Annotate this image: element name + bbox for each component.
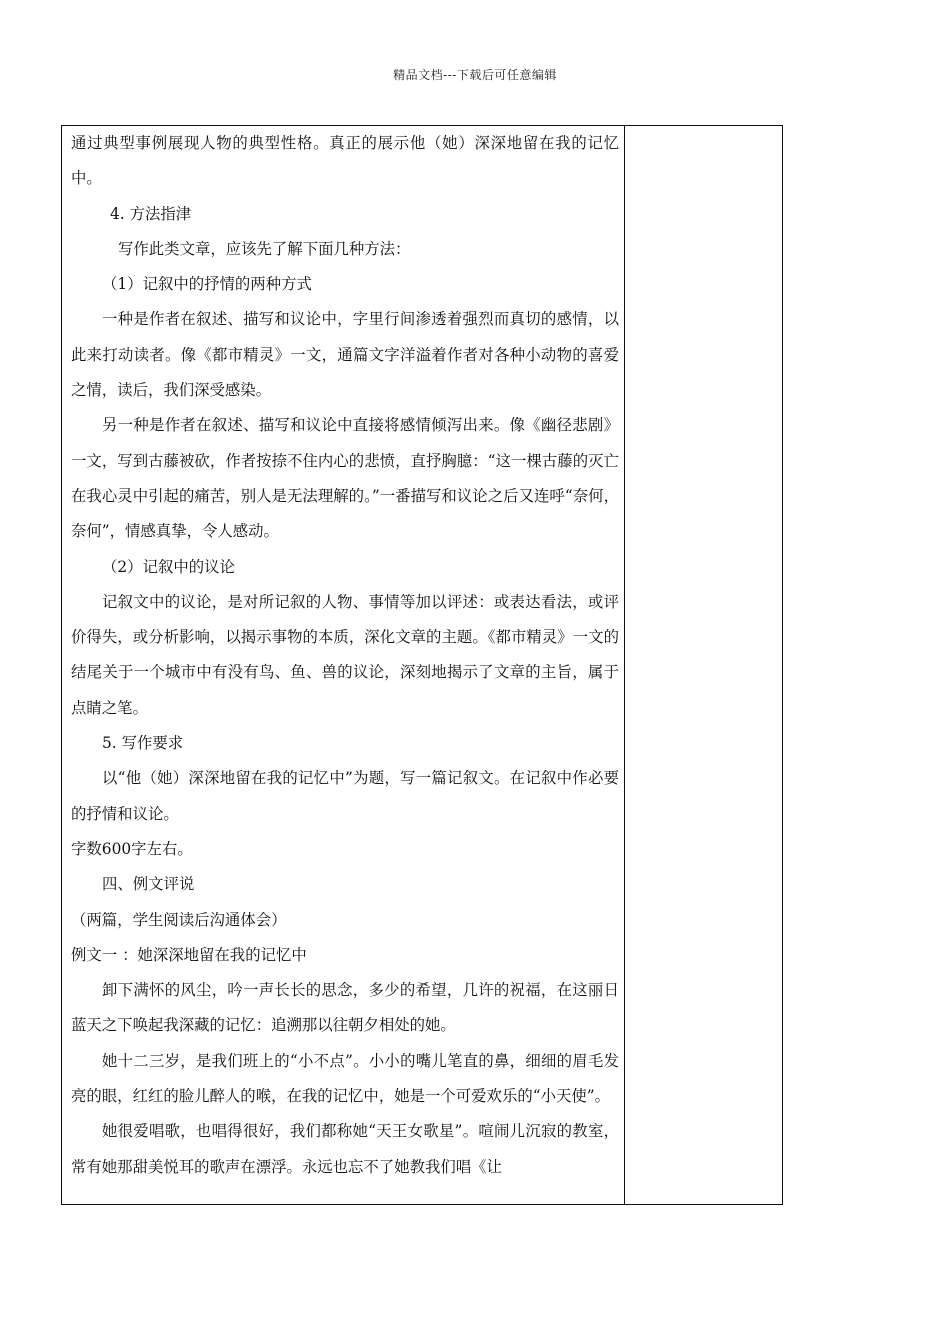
paragraph: 5. 写作要求 xyxy=(102,734,184,753)
main-text-cell xyxy=(71,126,619,1185)
paragraph: 卸下满怀的风尘，吟一声长长的思念，多少的希望，几许的祝福，在这丽日蓝天之下唤起我深藏的记忆：追溯那以往朝夕相处的她。 xyxy=(71,981,619,1035)
notes-cell xyxy=(626,126,782,1204)
paragraph: （2）记叙中的议论 xyxy=(102,557,235,576)
lesson-table xyxy=(61,125,783,1205)
paragraph: 写作此类文章，应该先了解下面几种方法： xyxy=(118,239,411,258)
paragraph: 一种是作者在叙述、描写和议论中，字里行间渗透着强烈而真切的感情，以此来打动读者。像《都市精灵》一文，通篇文字洋溢着作者对各种小动物的喜爱之情，读后，我们深受感染。 xyxy=(71,310,619,400)
paragraph: 她很爱唱歌，也唱得很好，我们都称她“天王女歌星”。喧闹儿沉寂的教室，常有她那甜美悦耳的歌声在漂浮。永远也忘不了她教我们唱《让 xyxy=(71,1122,619,1176)
paragraph: 通过典型事例展现人物的典型性格。真正的展示他（她）深深地留在我的记忆中。 xyxy=(71,134,619,188)
paragraph: 四、例文评说 xyxy=(102,875,195,894)
page-header: 精品文档---下载后可任意编辑 xyxy=(393,68,557,82)
paragraph: 以“他（她）深深地留在我的记忆中”为题，写一篇记叙文。在记叙中作必要的抒情和议论。 xyxy=(71,769,619,823)
paragraph: 4. 方法指津 xyxy=(110,204,192,223)
column-divider xyxy=(624,126,625,1204)
paragraph: 字数600字左右。 xyxy=(71,839,193,858)
paragraph: （1）记叙中的抒情的两种方式 xyxy=(102,275,312,294)
paragraph: 另一种是作者在叙述、描写和议论中直接将感情倾泻出来。像《幽径悲剧》一文，写到古藤被砍，作者按捺不住内心的悲愤，直抒胸臆：“这一棵古藤的灭亡在我心灵中引起的痛苦，别人是无法理解的。”一番描写和议论之后又连呼“奈何，奈何”，情感真挚，令人感动。 xyxy=(71,416,619,541)
paragraph: （两篇，学生阅读后沟通体会） xyxy=(71,910,287,929)
paragraph: 她十二三岁，是我们班上的“小不点”。小小的嘴儿笔直的鼻，细细的眉毛发亮的眼，红红的脸儿醉人的喉，在我的记忆中，她是一个可爱欢乐的“小天使”。 xyxy=(71,1051,619,1106)
paragraph: 记叙文中的议论，是对所记叙的人物、事情等加以评述：或表达看法，或评价得失，或分析影响，以揭示事物的本质，深化文章的主题。《都市精灵》一文的结尾关于一个城市中有没有鸟、鱼、兽的议论，深刻地揭示了文章的主旨，属于点睛之笔。 xyxy=(71,592,619,717)
paragraph: 例文一 ：她深深地留在我的记忆中 xyxy=(71,945,307,964)
